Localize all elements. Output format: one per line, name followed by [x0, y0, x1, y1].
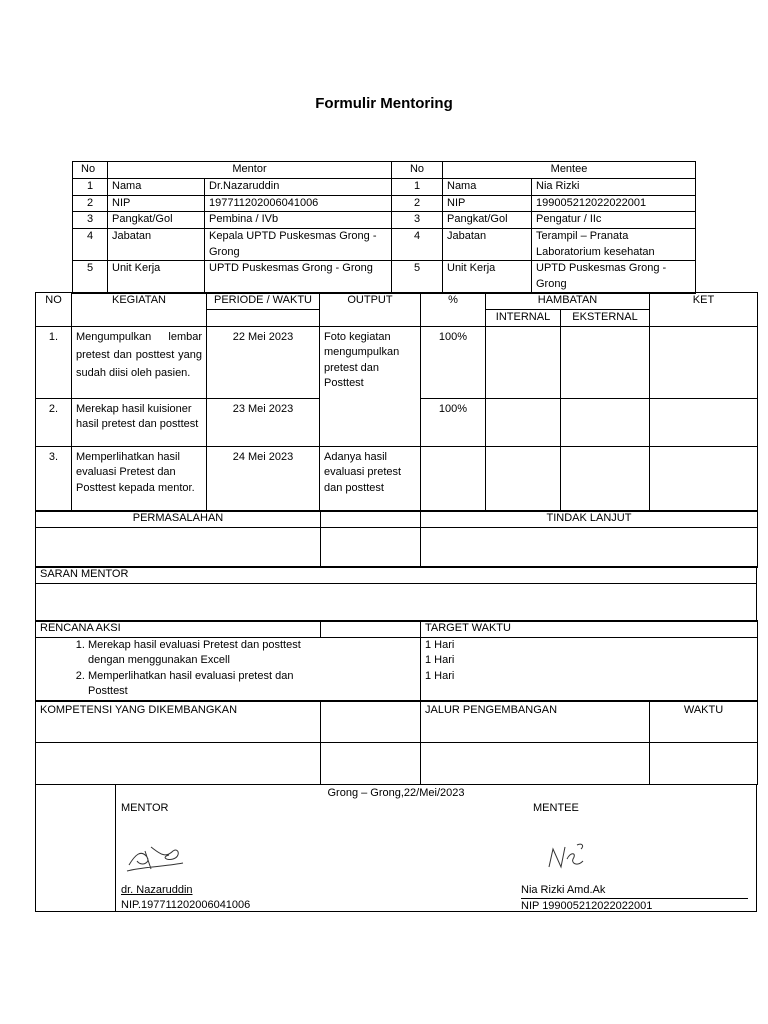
- identity-row-no: 5: [73, 261, 108, 294]
- tindak-lanjut-value: [421, 527, 758, 567]
- col-eksternal-header: EKSTERNAL: [561, 310, 650, 327]
- kompetensi-table: [35, 700, 758, 785]
- kompetensi-value: [36, 743, 321, 785]
- mentor-value: UPTD Puskesmas Grong - Grong: [205, 261, 392, 294]
- col-periode-header: PERIODE / WAKTU: [207, 293, 320, 310]
- mentee-label: MENTEE: [533, 802, 579, 814]
- target-waktu-header: TARGET WAKTU: [421, 621, 758, 638]
- identity-field: Jabatan: [443, 229, 532, 261]
- activity-ket: [650, 326, 758, 398]
- permasalahan-table: [35, 510, 758, 568]
- identity-row-no: 1: [392, 179, 443, 196]
- permasalahan-spacer: [321, 511, 421, 528]
- rencana-aksi-items: [36, 637, 421, 701]
- activity-eksternal: [561, 398, 650, 446]
- activity-kegiatan: Mengumpulkan lembar pretest dan posttest yang sudah diisi oleh pasien.: [72, 326, 207, 398]
- target-waktu-item: 1 Hari: [425, 654, 455, 666]
- mentor-header: Mentor: [108, 162, 392, 179]
- col-internal-header: INTERNAL: [486, 310, 561, 327]
- rencana-aksi-table: [35, 620, 758, 702]
- tindak-lanjut-header: TINDAK LANJUT: [421, 511, 758, 528]
- activity-periode: 23 Mei 2023: [207, 398, 320, 446]
- target-waktu-item: 1 Hari: [425, 638, 455, 651]
- identity-field: NIP: [108, 195, 205, 212]
- identity-table: [72, 161, 696, 294]
- col-percent-header: %: [421, 293, 486, 327]
- mentee-value: Terampil – Pranata Laboratorium kesehatan: [532, 229, 696, 261]
- saran-mentor-value: [36, 583, 757, 621]
- permasalahan-value: [36, 527, 321, 567]
- mentee-signature-icon: [541, 837, 601, 877]
- periode-subheader: [207, 310, 320, 327]
- identity-row-no: 2: [73, 195, 108, 212]
- col-no-header: NO: [36, 293, 72, 327]
- identity-field: Nama: [443, 179, 532, 196]
- identity-row-no: 4: [73, 229, 108, 261]
- rencana-aksi-spacer: [321, 621, 421, 638]
- mentee-signature-nip: NIP 199005212022022001: [521, 900, 653, 912]
- identity-field: Jabatan: [108, 229, 205, 261]
- identity-field: Nama: [108, 179, 205, 196]
- identity-row-no: 3: [73, 212, 108, 229]
- mentor-value: 197711202006041006: [205, 195, 392, 212]
- activity-internal: [486, 446, 561, 511]
- rencana-aksi-item: 1. Merekap hasil evaluasi Pretest dan posttest dengan menggunakan Excell: [88, 638, 318, 669]
- activities-table: [35, 292, 758, 512]
- activity-kegiatan: Memperlihatkan hasil evaluasi Pretest dan Posttest kepada mentor.: [72, 446, 207, 511]
- waktu-value: [650, 743, 758, 785]
- jalur-header: JALUR PENGEMBANGAN: [421, 701, 650, 743]
- saran-mentor-header: SARAN MENTOR: [36, 567, 757, 584]
- target-waktu-values: [421, 637, 758, 701]
- activity-no: 1.: [36, 326, 72, 398]
- mentor-no-header: No: [73, 162, 108, 179]
- mentor-label: MENTOR: [121, 802, 169, 814]
- mentee-value: Nia Rizki: [532, 179, 696, 196]
- identity-field: Unit Kerja: [443, 261, 532, 294]
- kompetensi-header: KOMPETENSI YANG DIKEMBANGKAN: [36, 701, 321, 743]
- permasalahan-spacer-value: [321, 527, 421, 567]
- identity-row-no: 4: [392, 229, 443, 261]
- activity-ket: [650, 398, 758, 446]
- activity-eksternal: [561, 326, 650, 398]
- identity-row-no: 2: [392, 195, 443, 212]
- mentor-value: Dr.Nazaruddin: [205, 179, 392, 196]
- activity-kegiatan: Merekap hasil kuisioner hasil pretest dan posttest: [72, 398, 207, 446]
- rencana-aksi-header: RENCANA AKSI: [36, 621, 321, 638]
- col-output-header: OUTPUT: [320, 293, 421, 327]
- activity-percent: 100%: [421, 398, 486, 446]
- mentee-value: UPTD Puskesmas Grong - Grong: [532, 261, 696, 294]
- mentee-header: Mentee: [443, 162, 696, 179]
- col-hambatan-header: HAMBATAN: [486, 293, 650, 310]
- jalur-value: [421, 743, 650, 785]
- activity-output: Adanya hasil evaluasi pretest dan posttest: [320, 446, 421, 511]
- signature-place-date: Grong – Grong,22/Mei/2023: [327, 787, 465, 799]
- mentor-signature-name: dr. Nazaruddin: [121, 883, 193, 896]
- rencana-aksi-item: 2. Memperlihatkan hasil evaluasi pretest dan Posttest: [88, 669, 318, 700]
- identity-row-no: 5: [392, 261, 443, 294]
- activity-eksternal: [561, 446, 650, 511]
- signature-table: [35, 784, 757, 912]
- activity-ket: [650, 446, 758, 511]
- identity-row-no: 1: [73, 179, 108, 196]
- activity-no: 3.: [36, 446, 72, 511]
- mentor-value: Kepala UPTD Puskesmas Grong - Grong: [205, 229, 392, 261]
- mentor-value: Pembina / IVb: [205, 212, 392, 229]
- saran-mentor-table: [35, 566, 757, 622]
- col-kegiatan-header: KEGIATAN: [72, 293, 207, 327]
- identity-field: Unit Kerja: [108, 261, 205, 294]
- permasalahan-header: PERMASALAHAN: [36, 511, 321, 528]
- activity-periode: 24 Mei 2023: [207, 446, 320, 511]
- activity-no: 2.: [36, 398, 72, 446]
- waktu-header: WAKTU: [650, 701, 758, 743]
- page-title: Formulir Mentoring: [315, 95, 453, 112]
- col-ket-header: KET: [650, 293, 758, 327]
- mentor-signature-nip: NIP.197711202006041006: [121, 899, 251, 911]
- mentee-value: 199005212022022001: [532, 195, 696, 212]
- kompetensi-spacer: [321, 701, 421, 743]
- mentee-value: Pengatur / IIc: [532, 212, 696, 229]
- target-waktu-item: 1 Hari: [425, 669, 455, 682]
- activity-output: Foto kegiatan mengumpulkan pretest dan Posttest: [320, 326, 421, 446]
- mentee-no-header: No: [392, 162, 443, 179]
- activity-internal: [486, 398, 561, 446]
- activity-periode: 22 Mei 2023: [207, 326, 320, 398]
- identity-field: Pangkat/Gol: [443, 212, 532, 229]
- activity-internal: [486, 326, 561, 398]
- identity-field: Pangkat/Gol: [108, 212, 205, 229]
- activity-percent: 100%: [421, 326, 486, 398]
- mentee-signature-name: Nia Rizki Amd.Ak: [521, 883, 748, 900]
- activity-percent: [421, 446, 486, 511]
- identity-field: NIP: [443, 195, 532, 212]
- mentor-signature-icon: [121, 837, 191, 877]
- kompetensi-spacer-value: [321, 743, 421, 785]
- signature-cell: [36, 785, 757, 912]
- identity-row-no: 3: [392, 212, 443, 229]
